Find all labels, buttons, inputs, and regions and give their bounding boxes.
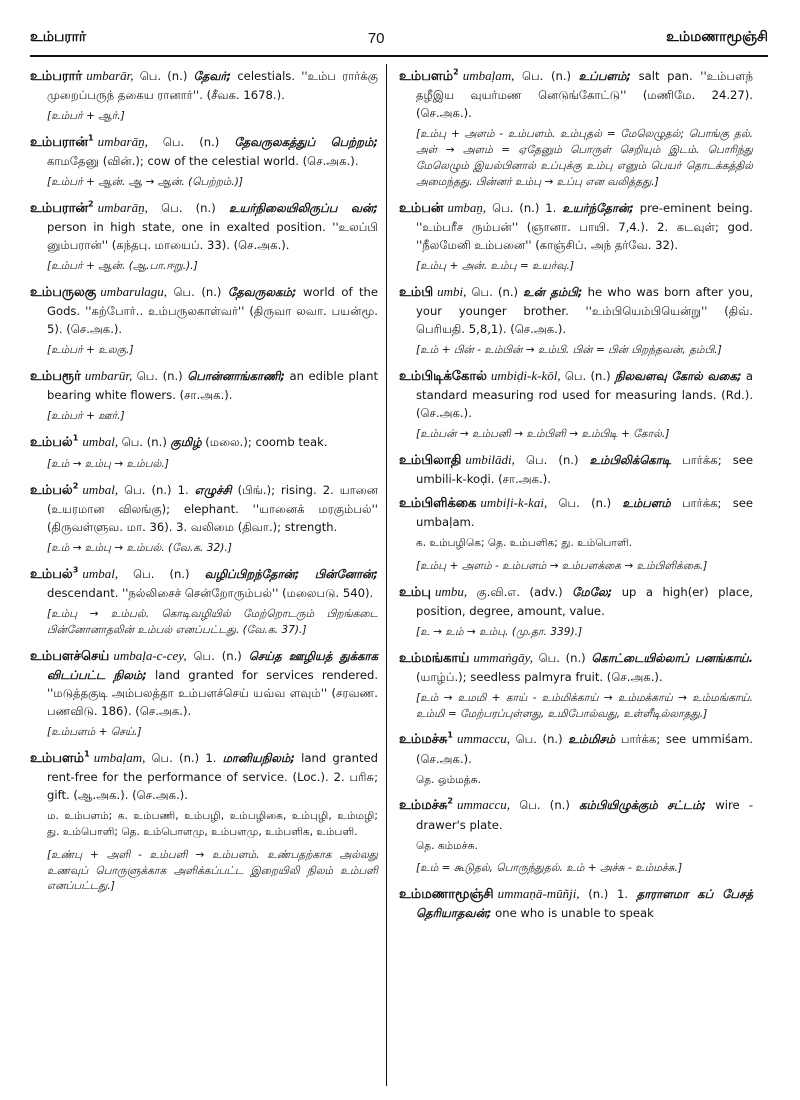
cognates: தெ. ஒம்மத்சு.: [416, 773, 481, 786]
headword-text: உம்பரூர்: [30, 368, 81, 384]
definition-text: பார்க்க; see umbili-k-koḍi. (சா.அக.).: [416, 452, 754, 486]
transliteration: umbal,: [82, 565, 119, 581]
headword: [30, 135, 94, 150]
tamil-definition: குமிழ்: [170, 434, 202, 449]
tamil-definition: உயர்நிலையிலிருப்ப வன்;: [229, 201, 378, 215]
headword: [30, 567, 78, 582]
headword-text: உம்மச்சு: [399, 732, 448, 748]
etymology: [உம் → உம்பு → உம்பல். (வே.க. 32).]: [47, 542, 232, 555]
tamil-definition: பொன்னாங்காணி;: [187, 368, 285, 383]
headword-text: உம்பிடிக்கோல்: [399, 368, 487, 384]
part-of-speech: கு.வி.எ. (adv.): [476, 584, 563, 599]
part-of-speech: பெ. (n.) 1.: [124, 482, 189, 497]
etymology: [உம் → உமமி + காய் - உம்மிக்காய் → உம்மக்காய் → உம்மங்காய். உம்மி = மேற்பரப்புள்ளது, உமிபோல்வது, உள்ளீடில்லாதது.]: [416, 691, 753, 720]
transliteration: umbarāṉ,: [97, 134, 148, 149]
definition-text: he who was born after you, your younger brother. ''உம்பியெம்பியென்று'' (திவ். பெரியதி. 5,8,1). (செ.அக.).: [416, 284, 754, 336]
transliteration: umbarār,: [86, 68, 134, 83]
tamil-definition: கொட்டையில்லாப் பனங்காய்.: [591, 650, 754, 665]
definition-text: person in high state, one in exalted position. ''உலப்பி னும்பரான்'' (கந்தபு. மாயைப். 33). (செ.அக.).: [47, 220, 378, 253]
tamil-definition: உன் தம்பி;: [523, 284, 583, 299]
part-of-speech: பெ. (n.): [193, 648, 242, 663]
headword: [399, 651, 469, 666]
headword-text: உம்பரான்: [30, 135, 89, 150]
headword-text: உம்மங்காய்: [399, 650, 470, 666]
dictionary-entry: [30, 564, 378, 603]
dictionary-entry: [30, 132, 378, 171]
part-of-speech: பெ. (n.): [133, 566, 190, 581]
transliteration: umbaḷa-c-cey,: [113, 647, 187, 663]
homonym-number: 2: [88, 199, 94, 209]
dictionary-entry: [399, 66, 753, 123]
right-column: [399, 66, 753, 927]
dictionary-entry: [30, 646, 378, 721]
definition-text: descendant. ''நல்லிசைச் சென்றோரும்பல்'' (மலைபடு. 540).: [47, 586, 374, 601]
dictionary-entry: [30, 480, 378, 537]
headword-text: உம்பு: [399, 584, 431, 600]
tamil-definition: கம்பியிழுக்கும் சட்டம்;: [579, 798, 707, 813]
transliteration: umbu,: [434, 583, 468, 599]
part-of-speech: பெ. (n.): [519, 798, 570, 813]
part-of-speech: (n.) 1.: [588, 887, 629, 902]
transliteration: ummaccu,: [456, 797, 511, 813]
tamil-definition: உயர்ந்தோன்;: [562, 200, 634, 215]
definition-text: land granted for services rendered. ''மடுத்தகுடி அம்பலத்தா உம்பளச்செய் யவ்வ ளவும்'' (சரவண. பணவிடு. 186). (செ.அக.).: [47, 667, 379, 718]
headword: [30, 751, 90, 766]
etymology: [உம்பர் + ஆன். (ஆ.பா.ஈறு.).]: [47, 260, 198, 273]
tamil-definition: தேவருலகத்துப் பெற்றம்;: [234, 135, 378, 149]
dictionary-entry: [30, 198, 378, 255]
headword-text: உம்பிளிக்கை: [399, 495, 477, 511]
headword: [399, 798, 453, 813]
header-rule: [30, 55, 768, 57]
cognates: க. உம்பழிகெ; தெ. உம்பளிக; து. உம்பொளி.: [416, 536, 633, 549]
tamil-definition: தேவருலகம்;: [227, 284, 297, 299]
dictionary-entry: [30, 366, 378, 405]
definition-text: land granted rent-free for the performance of service. (Loc.). 2. பரிசு; gift. (ஆ.அக.). (செ.அக.).: [47, 750, 378, 802]
part-of-speech: பெ. (n.) 1.: [151, 750, 217, 765]
definition-text: பார்க்க; see umbaḷam.: [416, 495, 754, 529]
headword: [399, 887, 494, 902]
transliteration: umbal,: [82, 433, 119, 449]
definition-text: (யாழ்ப்.); seedless palmyra fruit. (செ.அக.).: [416, 669, 663, 684]
headword: [399, 732, 453, 747]
etymology: [உம்பர் + ஊர்.]: [47, 410, 125, 423]
homonym-number: 2: [447, 797, 453, 807]
etymology: [உம்பர் + ஆர்.]: [47, 110, 125, 123]
etymology: [உம்பர் + உலகு.]: [47, 344, 134, 357]
headword-text: உம்பன்: [399, 200, 444, 216]
transliteration: umbarulagu,: [100, 283, 168, 299]
dictionary-entry: [30, 66, 378, 105]
headword: [399, 285, 433, 300]
headword-text: உம்பருலகு: [30, 284, 97, 300]
definition-text: பார்க்க; see ummiśam. (செ.அக.).: [416, 732, 754, 766]
dictionary-entry: [399, 795, 753, 834]
definition-text: pre-eminent being. ''உம்பரீச ரும்பன்'' (ஞானா. பாயி. 7,4.). 2. கடவுள்; god. ''நீலமேனி உம்பனை'' (காஞ்சிப். அந் தர்வே. 32).: [416, 200, 753, 252]
dictionary-entry: [399, 884, 753, 923]
transliteration: umbarāṉ,: [97, 200, 148, 215]
homonym-number: 2: [72, 481, 79, 491]
column-divider: [386, 64, 387, 1086]
headword: [399, 453, 461, 468]
dictionary-entry: [30, 282, 378, 339]
transliteration: umbaḷam,: [462, 68, 515, 83]
headword-text: உம்பிலாதி: [399, 452, 462, 468]
headword: [399, 369, 487, 384]
tamil-definition: செய்த ஊழியத் துக்காக விடப்பட்ட நிலம்;: [47, 648, 379, 682]
headword-text: உம்பல்: [30, 482, 73, 498]
transliteration: umbilādi,: [465, 451, 515, 467]
page-number: 70: [367, 29, 385, 47]
dictionary-entry: [399, 282, 753, 339]
part-of-speech: பெ. (n.): [139, 69, 188, 83]
headword-text: உம்பல்: [30, 566, 73, 582]
tamil-definition: எழுச்சி: [194, 482, 232, 497]
dictionary-entry: [399, 729, 753, 768]
headword: [399, 69, 459, 84]
dictionary-entry: [30, 748, 378, 805]
part-of-speech: பெ. (n.): [136, 368, 183, 383]
cognates: தெ. கம்மச்சு.: [416, 839, 478, 852]
cognates: ம. உம்பளம்; க. உம்பணி, உம்பழி, உம்பழிகை, உம்புழி, உம்மழி; து. உம்பொளி; தெ. உம்பொளமு, உம்பளமு, உம்பளிக, உம்பளி.: [47, 809, 378, 838]
homonym-number: 2: [453, 67, 459, 77]
definition-text: (மலை.); coomb teak.: [205, 434, 328, 449]
transliteration: ummaṅgāy,: [473, 649, 533, 665]
transliteration: umbaḷam,: [93, 749, 146, 765]
etymology: [உம்பு + அளம் - உம்பளம். உம்புதல் = மேலெழுதல்; பொங்கு தல். அள் → அளம் = ஏதேனும் பொருள் செறியும் இடம். பொரிந்து மேலெழும் இயல்பினால் உப்புக்கு உம்பு எனும் பெயர் தொடக்கத்தில் அமைந்தது. பின்னர் உம்பு → உப்பு என வலித்தது.]: [416, 128, 753, 188]
part-of-speech: பெ. (n.): [471, 284, 519, 299]
part-of-speech: பெ. (n.): [564, 368, 611, 383]
running-head-right: உம்மணாமூஞ்சி: [666, 29, 768, 45]
dictionary-entry: [399, 366, 753, 423]
definition-text: காமதேனு (வின்.); cow of the celestial world. (செ.அக.).: [47, 154, 359, 169]
homonym-number: 1: [84, 749, 90, 759]
headword-text: உம்மணாமூஞ்சி: [399, 887, 494, 903]
dictionary-entry: [399, 450, 753, 489]
part-of-speech: பெ. (n.): [173, 284, 222, 299]
part-of-speech: பெ. (n.): [525, 452, 579, 467]
transliteration: umbaṉ,: [447, 199, 487, 215]
etymology: [உம்பு + அளம் - உம்பளம் → உம்பளக்கை → உம்பிளிக்கை.]: [416, 559, 708, 572]
headword: [399, 496, 476, 511]
etymology: [உண்பு + அளி - உம்பளி → உம்பளம். உண்பதற்காக அல்லது உணவுப் பொருளுக்காக அளிக்கப்பட்ட இறையிலி நிலம் உம்பளி எனப்பட்டது.]: [47, 848, 378, 893]
part-of-speech: பெ. (n.): [162, 135, 220, 149]
page-header: [30, 26, 768, 50]
headword: [399, 585, 431, 600]
transliteration: umbiḍi-k-kōl,: [490, 367, 561, 383]
headword-text: உம்பளச்செய்: [30, 648, 110, 664]
etymology: [உம்பு + அன். உம்பு = உயர்வு.]: [416, 259, 575, 272]
left-column: [30, 66, 378, 902]
part-of-speech: பெ. (n.): [161, 201, 216, 215]
headword-text: உம்பல்: [30, 434, 73, 450]
homonym-number: 3: [72, 565, 79, 575]
part-of-speech: பெ. (n.): [121, 434, 167, 449]
headword: [399, 201, 444, 216]
etymology: [உம் + பின் - உம்பின் → உம்பி. பின் = பின் பிறந்தவன், தம்பி.]: [416, 343, 722, 356]
headword: [30, 369, 81, 384]
headword-text: உம்பளம்: [399, 69, 454, 84]
tamil-definition: உம்பிலிக்கொடி: [589, 452, 671, 467]
headword: [30, 285, 96, 300]
tamil-definition: மானியநிலம்;: [222, 750, 295, 765]
headword-text: உம்பரான்: [30, 201, 89, 216]
dictionary-entry: [399, 582, 753, 621]
headword: [30, 483, 78, 498]
etymology: [உம் = கூடுதல், பொருந்துதல். உம் + அச்சு - உம்மச்சு.]: [416, 862, 683, 875]
homonym-number: 1: [88, 133, 94, 143]
transliteration: umbarūr,: [84, 367, 133, 383]
transliteration: umbi,: [437, 283, 467, 299]
tamil-definition: உம்பளம்: [622, 495, 671, 510]
tamil-definition: தாராளமா கப் பேசத் தெரியாதவன்;: [416, 887, 754, 921]
etymology: [உம்பன் → உம்பனி → உம்பிளி → உம்பிடி + கோல்.]: [416, 427, 670, 440]
homonym-number: 1: [72, 433, 79, 443]
transliteration: ummaccu,: [456, 731, 511, 747]
part-of-speech: பெ. (n.): [515, 732, 563, 747]
running-head-left: உம்பரார்: [30, 29, 87, 45]
dictionary-entry: [399, 493, 753, 532]
etymology: [உம்பு → உம்பல். கொடிவழியில் மேற்றொடரும் பிறங்கடை பின்னோனாதலின் உம்பல் எனப்பட்டது. (வே.க. 37).]: [47, 608, 378, 636]
tamil-definition: உம்மிசம்: [568, 732, 616, 747]
headword-text: உம்பரார்: [30, 69, 83, 84]
etymology: [உ → உம் → உம்பு. (மு.தா. 339).]: [416, 625, 583, 638]
etymology: [உம்பர் + ஆன். ஆ → ஆன். (பெற்றம்.)]: [47, 176, 243, 189]
transliteration: ummaṇā-mūñji,: [497, 886, 580, 902]
tamil-definition: மேலே;: [572, 584, 613, 599]
transliteration: umbal,: [82, 481, 119, 497]
definition-text: one who is unable to speak: [495, 906, 654, 921]
headword: [30, 201, 94, 216]
headword: [30, 435, 78, 450]
headword-text: உம்பி: [399, 284, 434, 300]
headword-text: உம்மச்சு: [399, 798, 448, 814]
definition-text: world of the Gods. ''கற்போர்.. உம்பருலகாள்வர்'' (திருவா லவா. பயன்மூ. 5). (செ.அக.).: [47, 284, 379, 337]
tamil-definition: நிலவளவு கோல் வகை;: [614, 368, 742, 383]
definition-text: an edible plant bearing white flowers. (சா.அக.).: [47, 368, 378, 403]
tamil-definition: உப்பளம்;: [578, 69, 631, 83]
dictionary-entry: [30, 432, 378, 453]
part-of-speech: பெ. (n.): [558, 495, 612, 510]
part-of-speech: பெ. (n.): [522, 69, 572, 83]
part-of-speech: பெ. (n.): [538, 650, 586, 665]
dictionary-entry: [399, 648, 753, 687]
definition-text: celestials. ''உம்ப ரார்க்கு முறைப்பருந் தகைய ரானார்''. (சீவக. 1678.).: [47, 69, 379, 103]
definition-text: wire - drawer's plate.: [416, 798, 754, 832]
dictionary-entry: [399, 198, 753, 255]
etymology: [உம் → உம்பு → உம்பல்.]: [47, 458, 169, 471]
part-of-speech: பெ. (n.) 1.: [492, 200, 557, 215]
definition-text: up a high(er) place, position, degree, amount, value.: [416, 584, 754, 618]
tamil-definition: தேவர்;: [193, 69, 232, 83]
etymology: [உம்பளம் + செய்.]: [47, 725, 142, 738]
definition-text: a standard measuring rod used for measuring lands. (Rd.). (செ.அக.).: [416, 368, 754, 420]
headword: [30, 649, 109, 664]
definition-text: salt pan. ''உம்பளந் தழீஇய வுயர்மண னெடுங்கோட்டு'' (மணிமே. 24.27). (செ.அக.).: [416, 69, 754, 121]
homonym-number: 1: [447, 731, 453, 741]
definition-text: (பிங்.); rising. 2. யானை (உயரமான விலங்கு); elephant. ''யானைக் மரகும்பல்'' (திருவள்ளுவ. மா. 36). 3. வலிமை (திவா.); strength.: [47, 482, 379, 535]
headword: [30, 69, 82, 84]
transliteration: umbiḷi-k-kai,: [480, 494, 548, 510]
headword-text: உம்பளம்: [30, 750, 85, 766]
tamil-definition: வழிப்பிறந்தோன்; பின்னோன்;: [204, 566, 379, 581]
